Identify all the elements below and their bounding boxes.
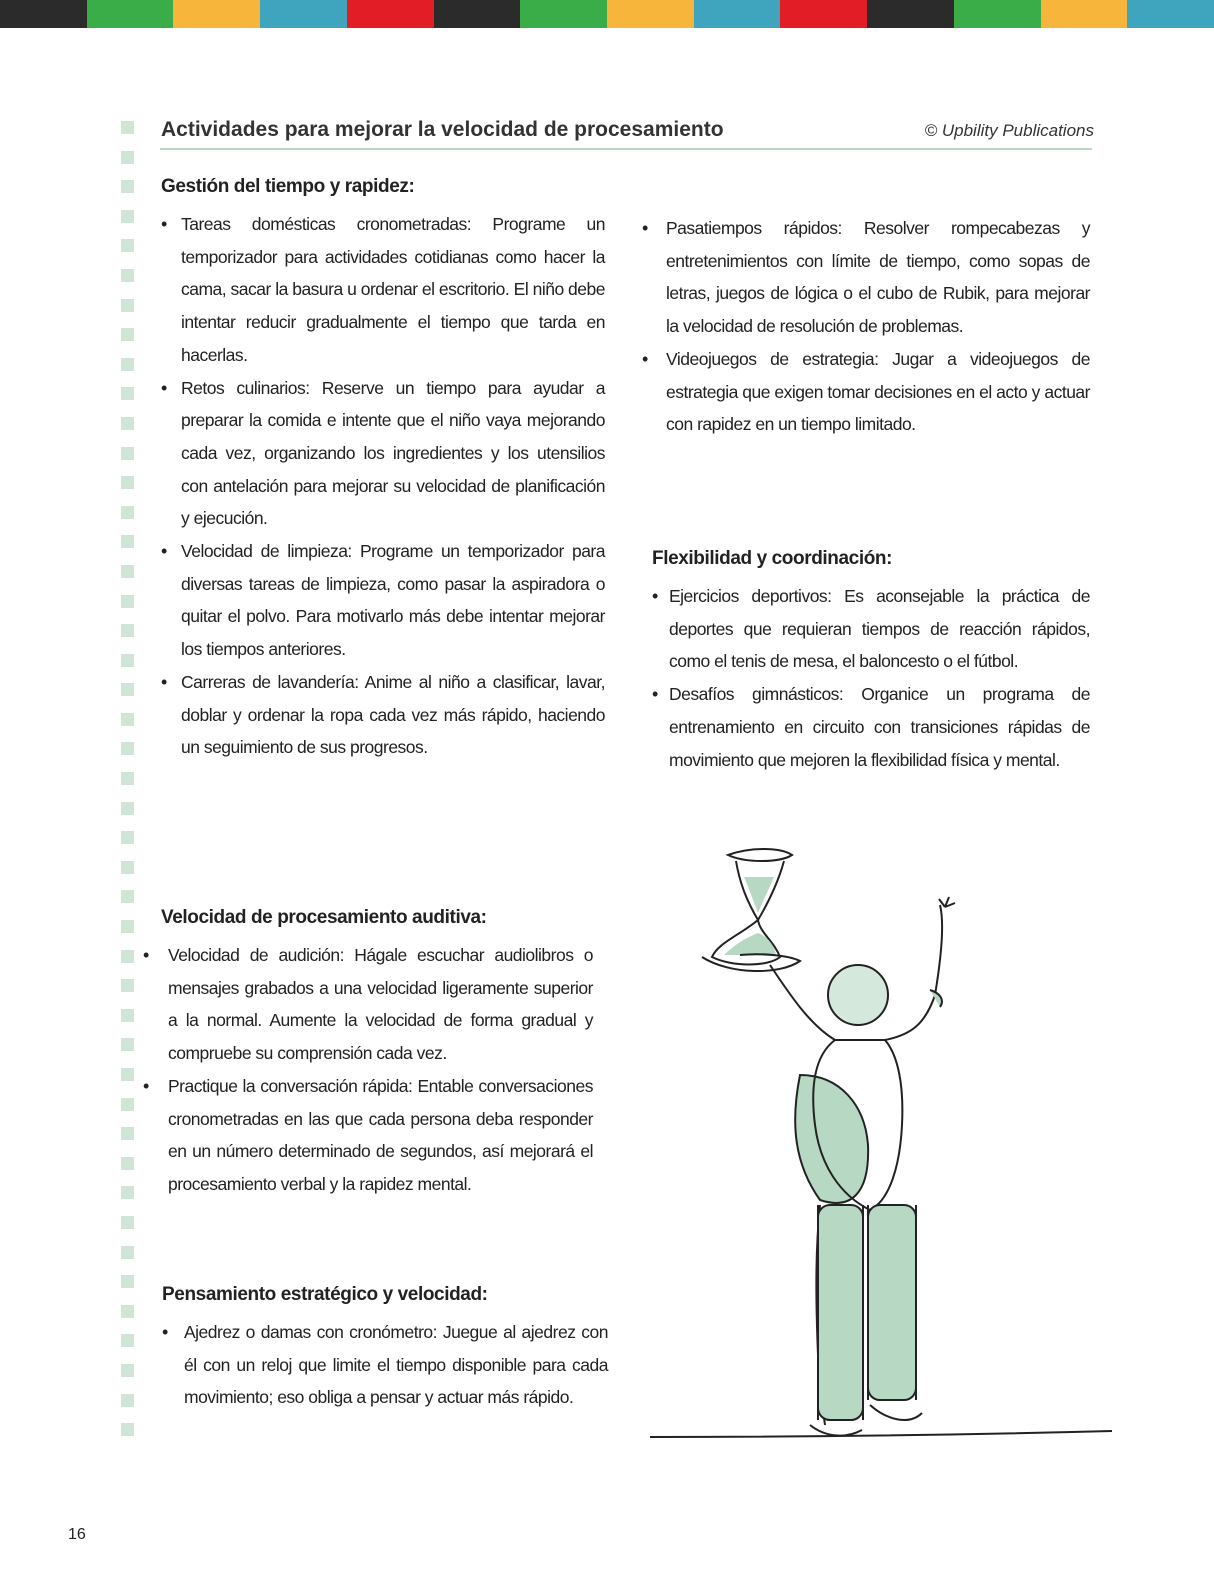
section-heading: Pensamiento estratégico y velocidad: [162, 1284, 488, 1305]
decorative-square [121, 1305, 134, 1318]
decorative-square [121, 624, 134, 637]
decorative-square [121, 358, 134, 371]
decorative-square [121, 565, 134, 578]
list-item: • Pasatiempos rápidos: Resolver rompecabezas y entretenimientos con límite de tiempo, como sopas de letras, juegos de lógica o el cubo de Rubik, para mejorar la velocidad de resolución de problemas. [642, 212, 1090, 343]
color-segment [1127, 0, 1214, 28]
decorative-square [121, 151, 134, 164]
list-item: • Tareas domésticas cronometradas: Programe un temporizador para actividades cotidianas como hacer la cama, sacar la basura u ordenar el escritorio. El niño debe intentar reducir gradualmente el tiempo que tarda en hacerlas. [161, 208, 605, 372]
bullet-list [652, 580, 1090, 776]
color-segment [780, 0, 867, 28]
decorative-square [121, 654, 134, 667]
list-item: • Retos culinarios: Reserve un tiempo para ayudar a preparar la comida e intente que el niño vaya mejorando cada vez, organizando los ingredientes y los utensilios con antelación para mejorar su velocidad de planificación y ejecución. [161, 372, 605, 536]
color-segment [0, 0, 87, 28]
color-segment [694, 0, 781, 28]
decorative-square [121, 269, 134, 282]
publisher-credit: © Upbility Publications [924, 121, 1094, 140]
color-segment [954, 0, 1041, 28]
list-item: • Desafíos gimnásticos: Organice un programa de entrenamiento en circuito con transiciones rápidas de movimiento que mejoren la flexibilidad física y mental. [652, 678, 1090, 776]
decorative-square [121, 1364, 134, 1377]
color-segment [1041, 0, 1128, 28]
section-heading: Gestión del tiempo y rapidez: [161, 176, 415, 197]
list-item: • Ejercicios deportivos: Es aconsejable la práctica de deportes que requieran tiempos de reacción rápidos, como el tenis de mesa, el baloncesto o el fútbol. [652, 580, 1090, 678]
decorative-square [121, 299, 134, 312]
decorative-square [121, 713, 134, 726]
decorative-square [121, 1127, 134, 1140]
decorative-square [121, 239, 134, 252]
section-quick-hobbies [642, 212, 1090, 441]
decorative-square [121, 920, 134, 933]
page-number: 16 [68, 1526, 86, 1543]
decorative-square [121, 742, 134, 755]
bullet-list [143, 939, 593, 1201]
decorative-square [121, 950, 134, 963]
section-time-management [161, 176, 605, 764]
decorative-square [121, 387, 134, 400]
decorative-square [121, 1275, 134, 1288]
bullet-list [642, 212, 1090, 441]
decorative-square [121, 476, 134, 489]
list-item: • Velocidad de limpieza: Programe un temporizador para diversas tareas de limpieza, como pasar la aspiradora o quitar el polvo. Para motivarlo más debe intentar mejorar los tiempos anteriores. [161, 535, 605, 666]
decorative-square [121, 328, 134, 341]
color-segment [87, 0, 174, 28]
decorative-square [121, 1423, 134, 1436]
decorative-square [121, 1216, 134, 1229]
decorative-square [121, 1186, 134, 1199]
color-segment [520, 0, 607, 28]
decorative-square [121, 417, 134, 430]
decorative-square [121, 1009, 134, 1022]
decorative-square [121, 861, 134, 874]
child-with-hourglass-illustration [640, 825, 1120, 1455]
section-heading: Flexibilidad y coordinación: [652, 548, 893, 569]
color-segment [173, 0, 260, 28]
bullet-list [161, 208, 605, 764]
decorative-square [121, 1098, 134, 1111]
child-figure [770, 897, 955, 1436]
list-item: • Velocidad de audición: Hágale escuchar audiolibros o mensajes grabados a una velocidad ligeramente superior a la normal. Aumente la velocidad de forma gradual y compruebe su comprensión cada vez. [143, 939, 593, 1070]
decorative-square [121, 1246, 134, 1259]
section-auditory-speed [143, 907, 593, 1201]
decorative-square [121, 772, 134, 785]
color-segment [260, 0, 347, 28]
hourglass-icon [702, 849, 800, 971]
decorative-square [121, 1334, 134, 1347]
decorative-square [121, 506, 134, 519]
color-segment [434, 0, 521, 28]
section-heading: Velocidad de procesamiento auditiva: [161, 907, 487, 928]
decorative-square [121, 121, 134, 134]
decorative-square [121, 210, 134, 223]
bullet-list [162, 1316, 608, 1414]
list-item: • Practique la conversación rápida: Entable conversaciones cronometradas en las que cada persona deba responder en un número determinado de segundos, así mejorará el procesamiento verbal y la rapidez mental. [143, 1070, 593, 1201]
decorative-square-column [121, 121, 135, 1453]
header-divider [160, 148, 1092, 150]
section-flexibility [652, 548, 1090, 776]
section-strategic-thinking [162, 1284, 608, 1414]
decorative-square [121, 180, 134, 193]
page-title: Actividades para mejorar la velocidad de procesamiento [161, 118, 724, 141]
list-item: • Videojuegos de estrategia: Jugar a videojuegos de estrategia que exigen tomar decisiones en el acto y actuar con rapidez en un tiempo limitado. [642, 343, 1090, 441]
decorative-square [121, 1157, 134, 1170]
decorative-square [121, 979, 134, 992]
decorative-square [121, 447, 134, 460]
color-segment [607, 0, 694, 28]
decorative-square [121, 890, 134, 903]
decorative-square [121, 1394, 134, 1407]
decorative-square [121, 535, 134, 548]
decorative-square [121, 595, 134, 608]
list-item: • Carreras de lavandería: Anime al niño a clasificar, lavar, doblar y ordenar la ropa cada vez más rápido, haciendo un seguimiento de sus progresos. [161, 666, 605, 764]
decorative-square [121, 802, 134, 815]
decorative-square [121, 1038, 134, 1051]
decorative-square [121, 1068, 134, 1081]
top-color-bar [0, 0, 1214, 28]
decorative-square [121, 683, 134, 696]
color-segment [867, 0, 954, 28]
color-segment [347, 0, 434, 28]
ground-line [650, 1431, 1112, 1437]
decorative-square [121, 831, 134, 844]
list-item: • Ajedrez o damas con cronómetro: Juegue al ajedrez con él con un reloj que limite el tiempo disponible para cada movimiento; eso obliga a pensar y actuar más rápido. [162, 1316, 608, 1414]
